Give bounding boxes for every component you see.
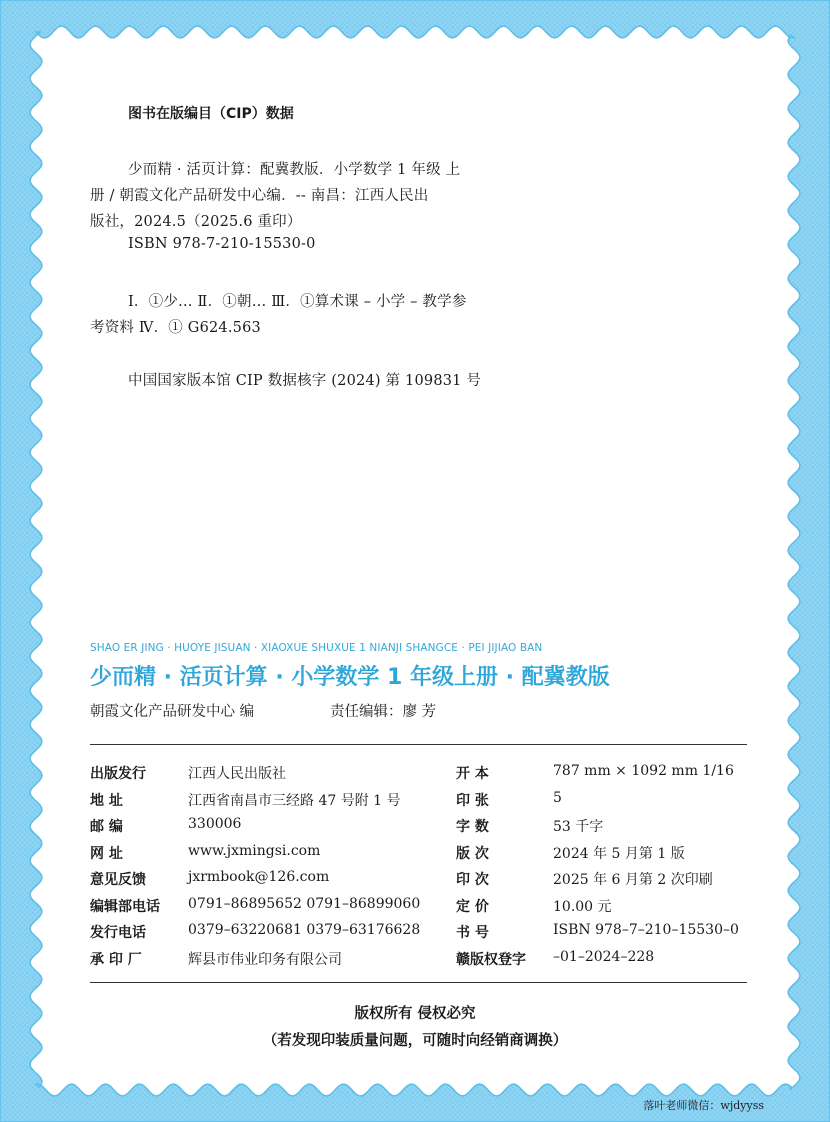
cip-heading: 图书在版编目（CIP）数据	[128, 106, 294, 122]
info-label: 字 数	[456, 819, 489, 835]
info-label: 地 址	[90, 792, 123, 809]
info-value: 10.00 元	[553, 898, 612, 915]
divider-bottom	[90, 982, 747, 983]
cip-line-2: 册 / 朝霞文化产品研发中心编．-- 南昌：江西人民出	[90, 188, 429, 204]
info-value: 53 千字	[553, 819, 604, 835]
book-title-pinyin: SHAO ER JING · HUOYE JISUAN · XIAOXUE SHUXUE 1 NIANJI SHANGCE · PEI JIJIAO BAN	[90, 642, 543, 654]
cip-class-line-1: Ⅰ．①少… Ⅱ．①朝… Ⅲ．①算术课 – 小学 – 教学参	[128, 294, 467, 310]
divider-top	[90, 744, 747, 745]
info-value: 江西人民出版社	[188, 766, 286, 782]
info-value: 2024 年 5 月第 1 版	[553, 845, 685, 862]
info-value: 330006	[188, 816, 242, 832]
info-label: 书 号	[456, 925, 489, 941]
book-title: 少而精 · 活页计算 · 小学数学 1 年级上册 · 配冀教版	[90, 665, 610, 690]
info-label: 邮 编	[90, 819, 123, 835]
exchange-notice: （若发现印装质量问题，可随时向经销商调换）	[262, 1033, 568, 1049]
info-label: 印 次	[456, 872, 489, 888]
info-label: 意见反馈	[90, 872, 146, 888]
watermark-text: 落叶老师微信：wjdyyss	[643, 1099, 764, 1112]
info-value: jxrmbook@126.com	[188, 869, 330, 885]
info-value: www.jxmingsi.com	[188, 842, 321, 859]
info-value: 2025 年 6 月第 2 次印刷	[553, 872, 713, 888]
cip-line-1: 少而精 · 活页计算：配冀教版．小学数学 1 年级 上	[128, 162, 461, 178]
info-value: –01–2024–228	[553, 948, 655, 965]
info-label: 开 本	[456, 766, 489, 782]
responsible-editor: 责任编辑：廖 芳	[330, 704, 437, 720]
author-line: 朝霞文化产品研发中心 编	[90, 704, 255, 720]
cip-class-line-2: 考资料 Ⅳ．① G624.563	[90, 320, 261, 336]
info-label: 出版发行	[90, 766, 146, 782]
info-value: 江西省南昌市三经路 47 号附 1 号	[188, 792, 401, 809]
info-label: 编辑部电话	[90, 898, 160, 915]
info-value: 0791–86895652 0791–86899060	[188, 895, 421, 912]
info-label: 定 价	[456, 898, 489, 915]
info-value: 5	[553, 789, 562, 806]
info-label: 网 址	[90, 845, 123, 862]
info-label: 承 印 厂	[90, 951, 142, 968]
info-value: 0379–63220681 0379–63176628	[188, 922, 421, 938]
info-label: 印 张	[456, 792, 489, 809]
info-value: ISBN 978–7–210–15530–0	[553, 922, 739, 938]
info-value: 辉县市伟业印务有限公司	[188, 951, 342, 968]
cip-isbn: ISBN 978-7-210-15530-0	[128, 236, 316, 252]
cip-record-number: 中国国家版本馆 CIP 数据核字 (2024) 第 109831 号	[128, 373, 482, 389]
info-label: 发行电话	[90, 925, 146, 941]
copyright-notice: 版权所有 侵权必究	[354, 1006, 476, 1022]
cip-line-3: 版社，2024.5（2025.6 重印）	[90, 214, 302, 230]
info-value: 787 mm × 1092 mm 1/16	[553, 763, 734, 779]
info-label: 赣版权登字	[456, 951, 526, 968]
info-label: 版 次	[456, 845, 489, 862]
